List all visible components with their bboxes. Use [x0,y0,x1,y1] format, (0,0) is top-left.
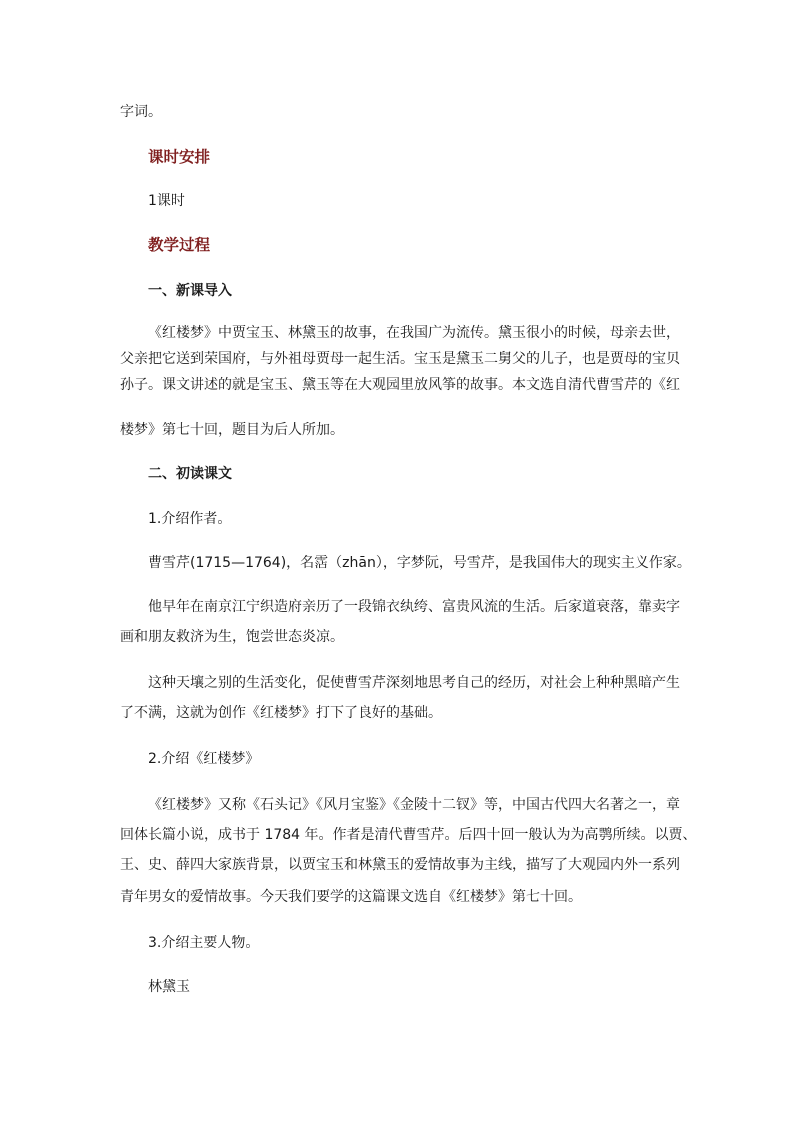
text-line-continuation: 字词。 [120,104,162,120]
subheading-intro: 一、新课导入 [148,283,232,299]
text-line: 1.介绍作者。 [148,511,232,527]
paragraph-line: 曹雪芹(1715—1764)，名霑（zhān），字梦阮，号雪芹，是我国伟大的现实主义作家。 [148,555,691,571]
paragraph-line: 青年男女的爱情故事。今天我们要学的这篇课文选自《红楼梦》第七十回。 [120,889,582,905]
paragraph-line: 画和朋友救济为生，饱尝世态炎凉。 [120,629,344,645]
paragraph-line: 孙子。课文讲述的就是宝玉、黛玉等在大观园里放风筝的故事。本文选自清代曹雪芹的《红 [120,377,680,393]
text-line: 2.介绍《红楼梦》 [148,751,260,767]
section-heading-schedule: 课时安排 [148,148,211,166]
paragraph-line: 了不满，这就为创作《红楼梦》打下了良好的基础。 [120,705,442,721]
paragraph-line: 《红楼梦》中贾宝玉、林黛玉的故事，在我国广为流传。黛玉很小的时候，母亲去世， [148,325,680,341]
text-line: 林黛玉 [148,979,190,995]
paragraph-line: 父亲把它送到荣国府，与外祖母贾母一起生活。宝玉是黛玉二舅父的儿子，也是贾母的宝贝 [120,351,680,367]
paragraph-line: 他早年在南京江宁织造府亲历了一段锦衣纨绔、富贵风流的生活。后家道衰落，靠卖字 [148,599,680,615]
paragraph-line: 这种天壤之别的生活变化，促使曹雪芹深刻地思考自己的经历，对社会上种种黑暗产生 [148,675,680,691]
paragraph-line: 回体长篇小说，成书于 1784 年。作者是清代曹雪芹。后四十回一般认为为高鹗所续。以贾、 [120,827,697,843]
paragraph-line: 王、史、薛四大家族背景，以贾宝玉和林黛玉的爱情故事为主线，描写了大观园内外一系列 [120,857,680,873]
section-heading-process: 教学过程 [148,236,211,254]
subheading-reading: 二、初读课文 [148,466,232,482]
text-line: 3.介绍主要人物。 [148,935,260,951]
paragraph-line: 楼梦》第七十回，题目为后人所加。 [120,422,344,438]
text-line: 1课时 [148,193,185,209]
paragraph-line: 《红楼梦》又称《石头记》《风月宝鉴》《金陵十二钗》等，中国古代四大名著之一，章 [148,797,680,813]
